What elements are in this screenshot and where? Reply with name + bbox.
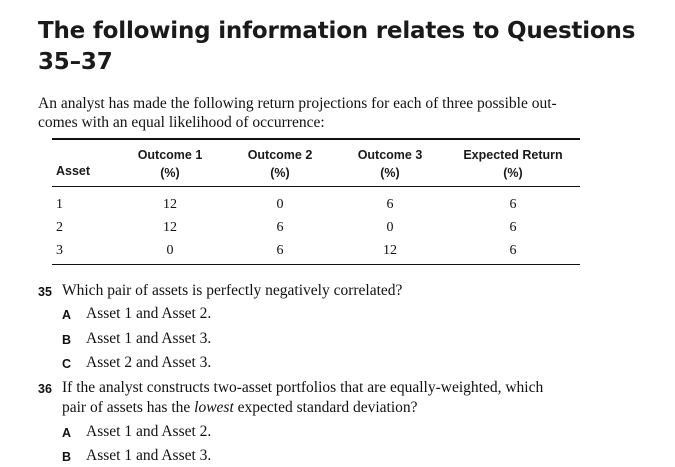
cell-outcome-3: 0 [386, 219, 394, 235]
cell-expected-return: 6 [509, 219, 517, 235]
intro-line-2: comes with an equal likelihood of occurrence: [38, 114, 325, 131]
option-letter: B [62, 333, 72, 347]
header-outcome-1-title: Outcome 1 [137, 148, 203, 162]
option-letter: A [62, 308, 72, 322]
table-row [52, 187, 580, 217]
cell-outcome-1: 0 [166, 242, 174, 258]
returns-table [52, 138, 580, 265]
header-expected-return-title: Expected Return [463, 148, 563, 162]
option-text: Asset 2 and Asset 3. [86, 354, 212, 371]
cell-asset: 1 [56, 196, 63, 212]
question-number: 35 [38, 285, 52, 299]
header-asset-label: Asset [56, 164, 91, 178]
cell-outcome-2: 6 [276, 219, 284, 235]
header-outcome-2 [226, 139, 334, 187]
cell-outcome-2: 0 [276, 196, 284, 212]
question-text-line-2 [62, 398, 622, 418]
question-text-line-2-start: pair of assets has the [62, 399, 195, 416]
header-outcome-3-title: Outcome 3 [357, 148, 423, 162]
table-header-row [52, 139, 580, 187]
header-outcome-2-unit: (%) [270, 166, 290, 180]
question-number: 36 [38, 382, 52, 396]
header-outcome-1-unit: (%) [160, 166, 180, 180]
cell-outcome-1: 12 [163, 219, 177, 235]
header-outcome-3 [334, 139, 446, 187]
header-outcome-2-title: Outcome 2 [247, 148, 313, 162]
section-heading [38, 16, 638, 78]
cell-expected-return: 6 [509, 242, 517, 258]
option-letter: B [62, 450, 72, 464]
cell-asset: 3 [56, 242, 63, 258]
option-letter: C [62, 357, 72, 371]
question-text-line-2-end: expected standard deviation? [233, 399, 418, 416]
cell-outcome-1: 12 [163, 196, 177, 212]
option-text: Asset 1 and Asset 3. [86, 330, 212, 347]
question-text [62, 378, 622, 418]
intro-paragraph [38, 94, 613, 132]
heading-line-1: The following information relates to Questions [38, 18, 636, 44]
header-outcome-3-unit: (%) [380, 166, 400, 180]
cell-outcome-2: 6 [276, 242, 284, 258]
option-text: Asset 1 and Asset 2. [86, 305, 212, 322]
intro-line-1: An analyst has made the following return projections for each of three possible out- [38, 95, 557, 112]
option-text: Asset 1 and Asset 2. [86, 423, 212, 440]
cell-outcome-3: 12 [383, 242, 397, 258]
table-row [52, 216, 580, 239]
header-outcome-1 [114, 139, 226, 187]
table-header [52, 139, 580, 187]
question-text: Which pair of assets is perfectly negatively correlated? [62, 282, 403, 299]
header-asset [52, 139, 114, 187]
question-text-line-1: If the analyst constructs two-asset portfolios that are equally-weighted, which [62, 379, 544, 396]
heading-line-2: 35–37 [38, 49, 113, 75]
cell-asset: 2 [56, 219, 63, 235]
cell-expected-return: 6 [509, 196, 517, 212]
cell-outcome-3: 6 [386, 196, 394, 212]
question-emphasis: lowest [194, 399, 234, 416]
header-expected-return-unit: (%) [503, 166, 523, 180]
header-expected-return [446, 139, 580, 187]
option-letter: A [62, 426, 72, 440]
table-body [52, 187, 580, 265]
table-row [52, 239, 580, 265]
option-text: Asset 1 and Asset 3. [86, 447, 212, 464]
